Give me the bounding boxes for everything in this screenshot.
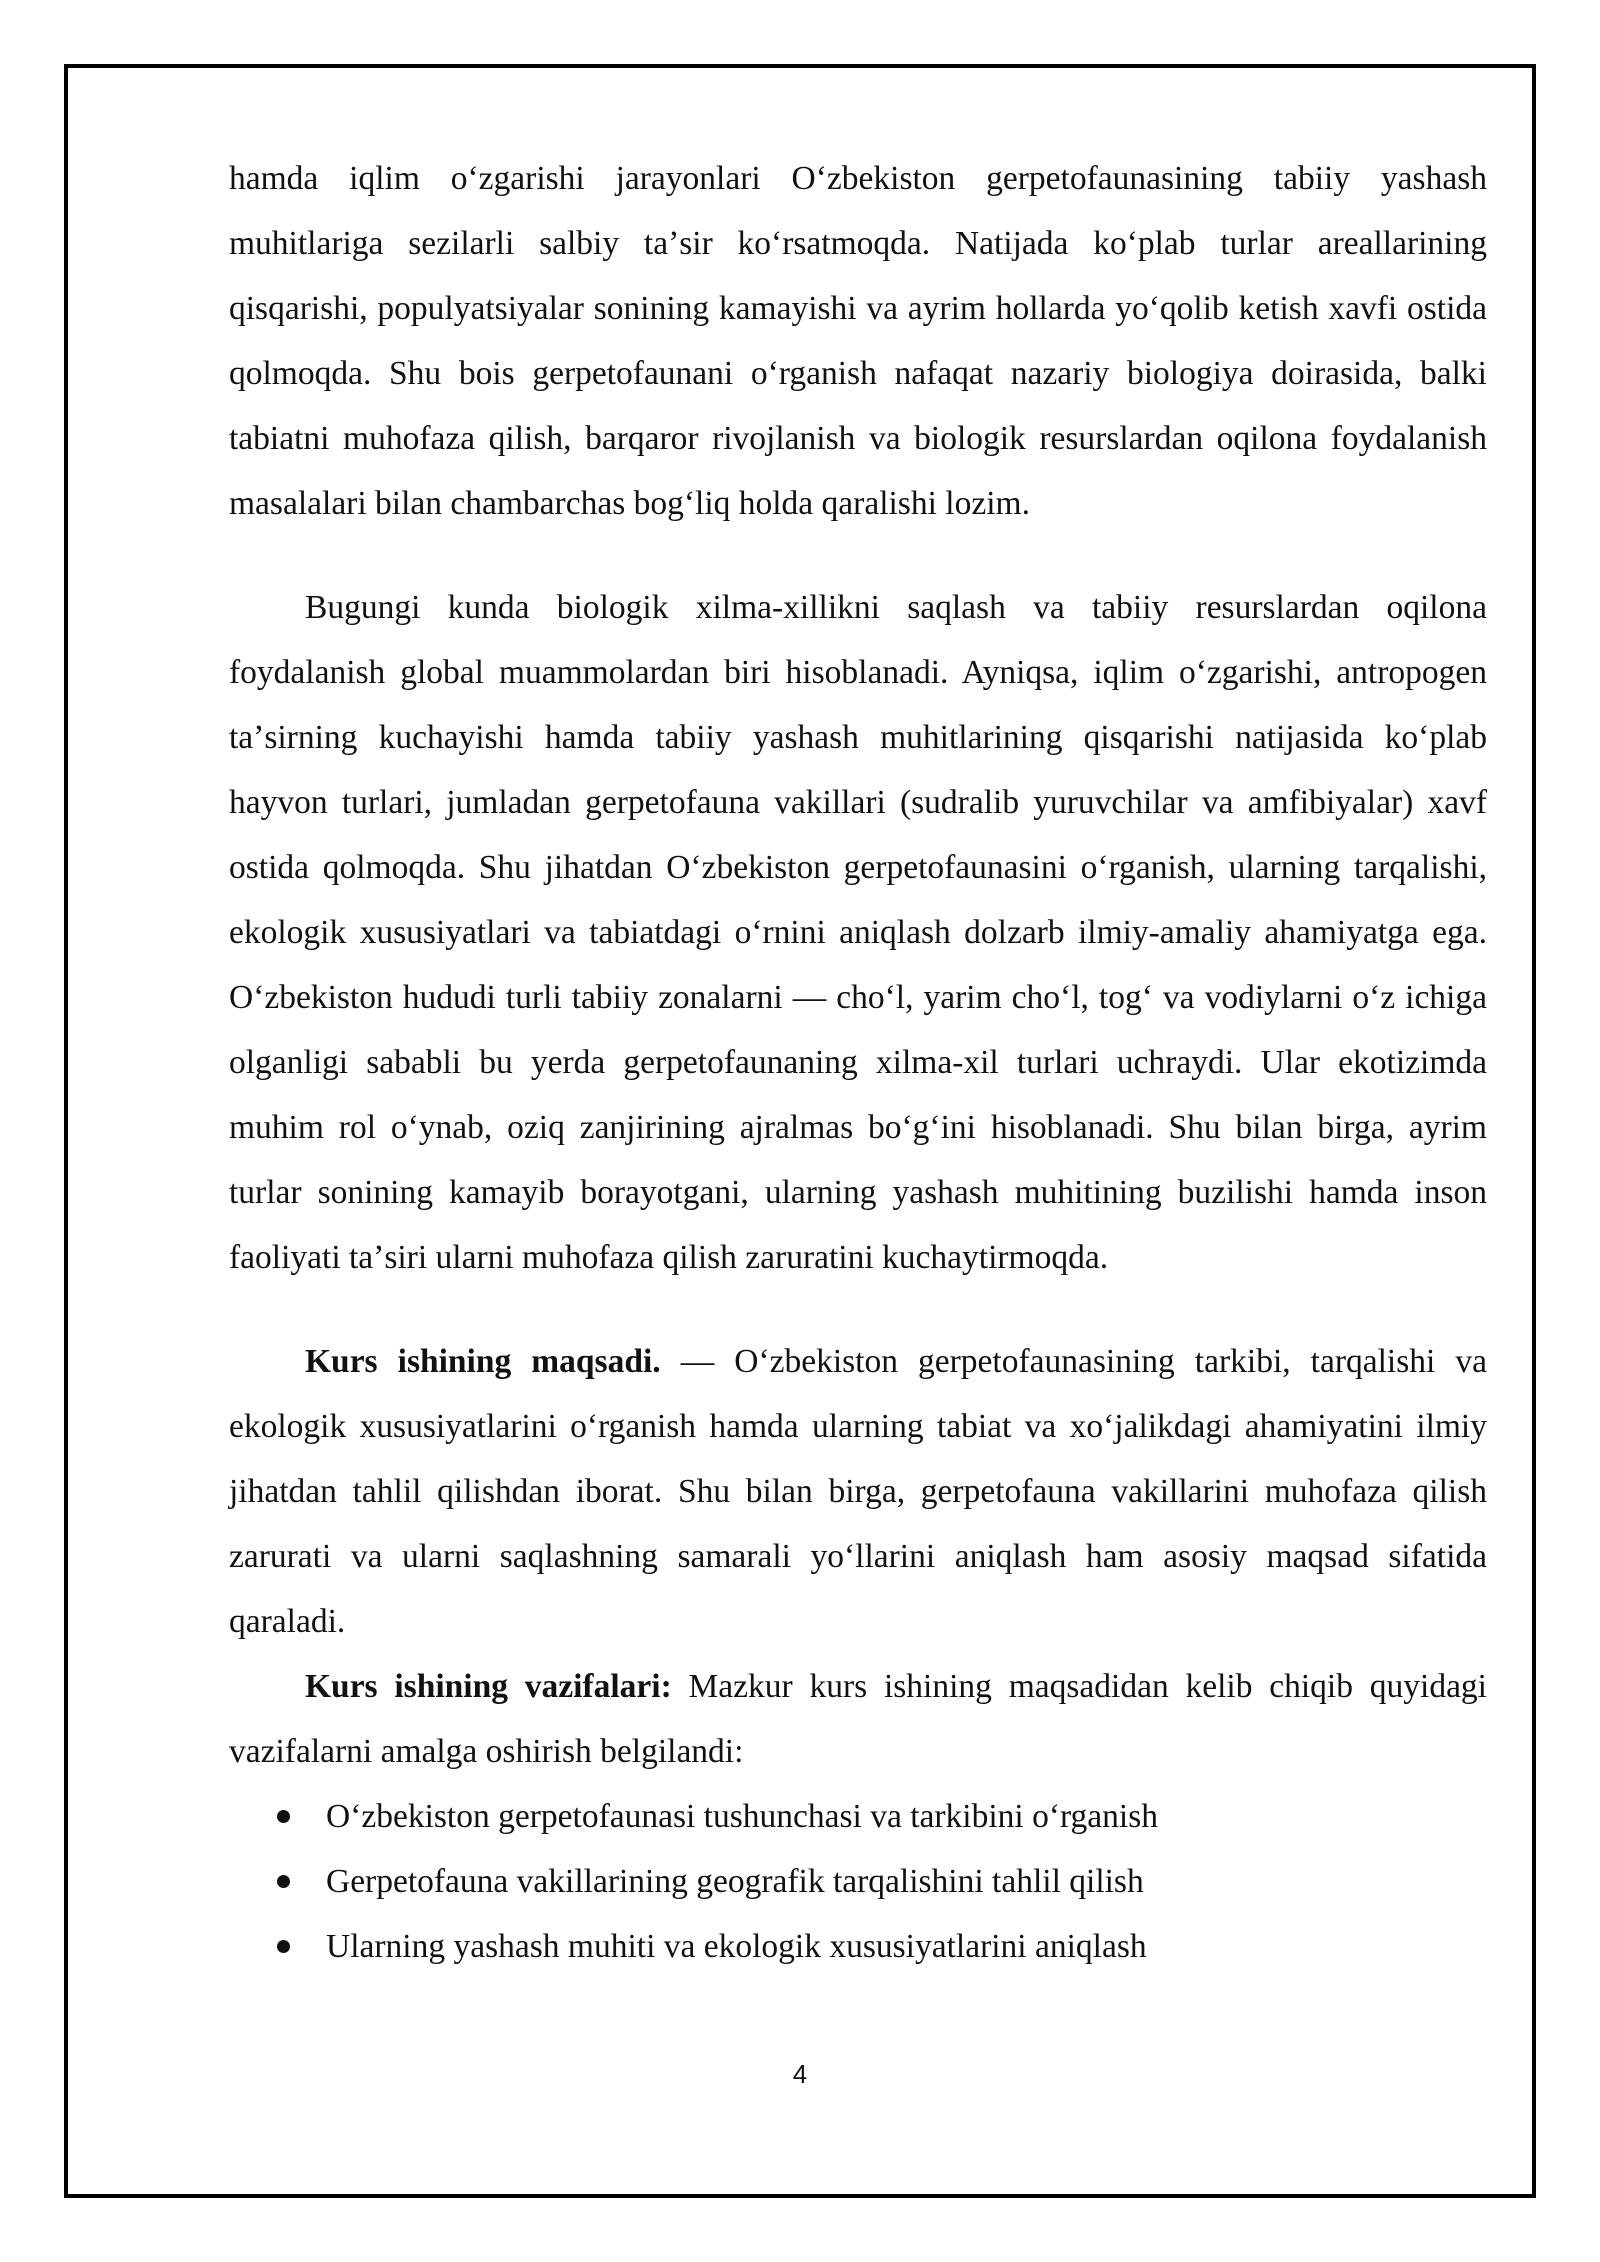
bullet-icon — [277, 1875, 290, 1888]
list-item — [229, 1914, 1487, 1979]
paragraph-relevance: Bugungi kunda biologik xilma-xillikni saqlash va tabiiy resurslardan oqilona foydalanish global muammolardan biri hisoblanadi. Ayniqsa, iqlim oʻzgarishi, antropogen taʼsirning kuchayishi hamda tabiiy yashash muhitlarining qisqarishi natijasida koʻplab hayvon turlari, jumladan gerpetofauna vakillari (sudralib yuruvchilar va amfibiyalar) xavf ostida qolmoqda. Shu jihatdan Oʻzbekiston gerpetofaunasini oʻrganish, ularning tarqalishi, ekologik xususiyatlari va tabiatdagi oʻrnini aniqlash dolzarb ilmiy-amaliy ahamiyatga ega. Oʻzbekiston hududi turli tabiiy zonalarni — choʻl, yarim choʻl, togʻ va vodiylarni oʻz ichiga olganligi sababli bu yerda gerpetofaunaning xilma-xil turlari uchraydi. Ular ekotizimda muhim rol oʻynab, oziq zanjirining ajralmas boʻgʻini hisoblanadi. Shu bilan birga, ayrim turlar sonining kamayib borayotgani, ularning yashash muhitining buzilishi hamda inson faoliyati taʼsiri ularni muhofaza qilish zaruratini kuchaytirmoqda. — [229, 589, 1487, 1276]
list-item — [229, 1784, 1487, 1849]
page-number: 4 — [792, 2059, 808, 2089]
bullet-icon — [277, 1940, 290, 1953]
bullet-icon — [277, 1810, 290, 1823]
paragraph-goal — [229, 1329, 1487, 1654]
list-item-text: Gerpetofauna vakillarining geografik tarqalishini tahlil qilish — [326, 1863, 1144, 1900]
tasks-text: Mazkur kurs ishining maqsadidan kelib chiqib quyidagi vazifalarni amalga oshirish belgilandi: — [229, 1668, 1487, 1770]
document-body — [229, 146, 1487, 1979]
list-item-text: Ularning yashash muhiti va ekologik xususiyatlarini aniqlash — [326, 1928, 1147, 1965]
goal-heading: Kurs ishining maqsadi. — [305, 1343, 661, 1380]
paragraph-continuation: hamda iqlim oʻzgarishi jarayonlari Oʻzbekiston gerpetofaunasining tabiiy yashash muhitlariga sezilarli salbiy taʼsir koʻrsatmoqda. Natijada koʻplab turlar areallarining qisqarishi, populyatsiyalar sonining kamayishi va ayrim hollarda yoʻqolib ketish xavfi ostida qolmoqda. Shu bois gerpetofaunani oʻrganish nafaqat nazariy biologiya doirasida, balki tabiatni muhofaza qilish, barqaror rivojlanish va biologik resurslardan oqilona foydalanish masalalari bilan chambarchas bogʻliq holda qaralishi lozim. — [229, 160, 1487, 522]
tasks-list — [229, 1784, 1487, 1979]
list-item-text: Oʻzbekiston gerpetofaunasi tushunchasi va tarkibini oʻrganish — [326, 1798, 1159, 1835]
goal-text: — Oʻzbekiston gerpetofaunasining tarkibi, tarqalishi va ekologik xususiyatlarini oʻrganish hamda ularning tabiat va xoʻjalikdagi ahamiyatini ilmiy jihatdan tahlil qilishdan iborat. Shu bilan birga, gerpetofauna vakillarini muhofaza qilish zarurati va ularni saqlashning samarali yoʻllarini aniqlash ham asosiy maqsad sifatida qaraladi. — [229, 1343, 1487, 1640]
list-item — [229, 1849, 1487, 1914]
paragraph-tasks — [229, 1654, 1487, 1784]
tasks-heading: Kurs ishining vazifalari: — [305, 1668, 672, 1705]
